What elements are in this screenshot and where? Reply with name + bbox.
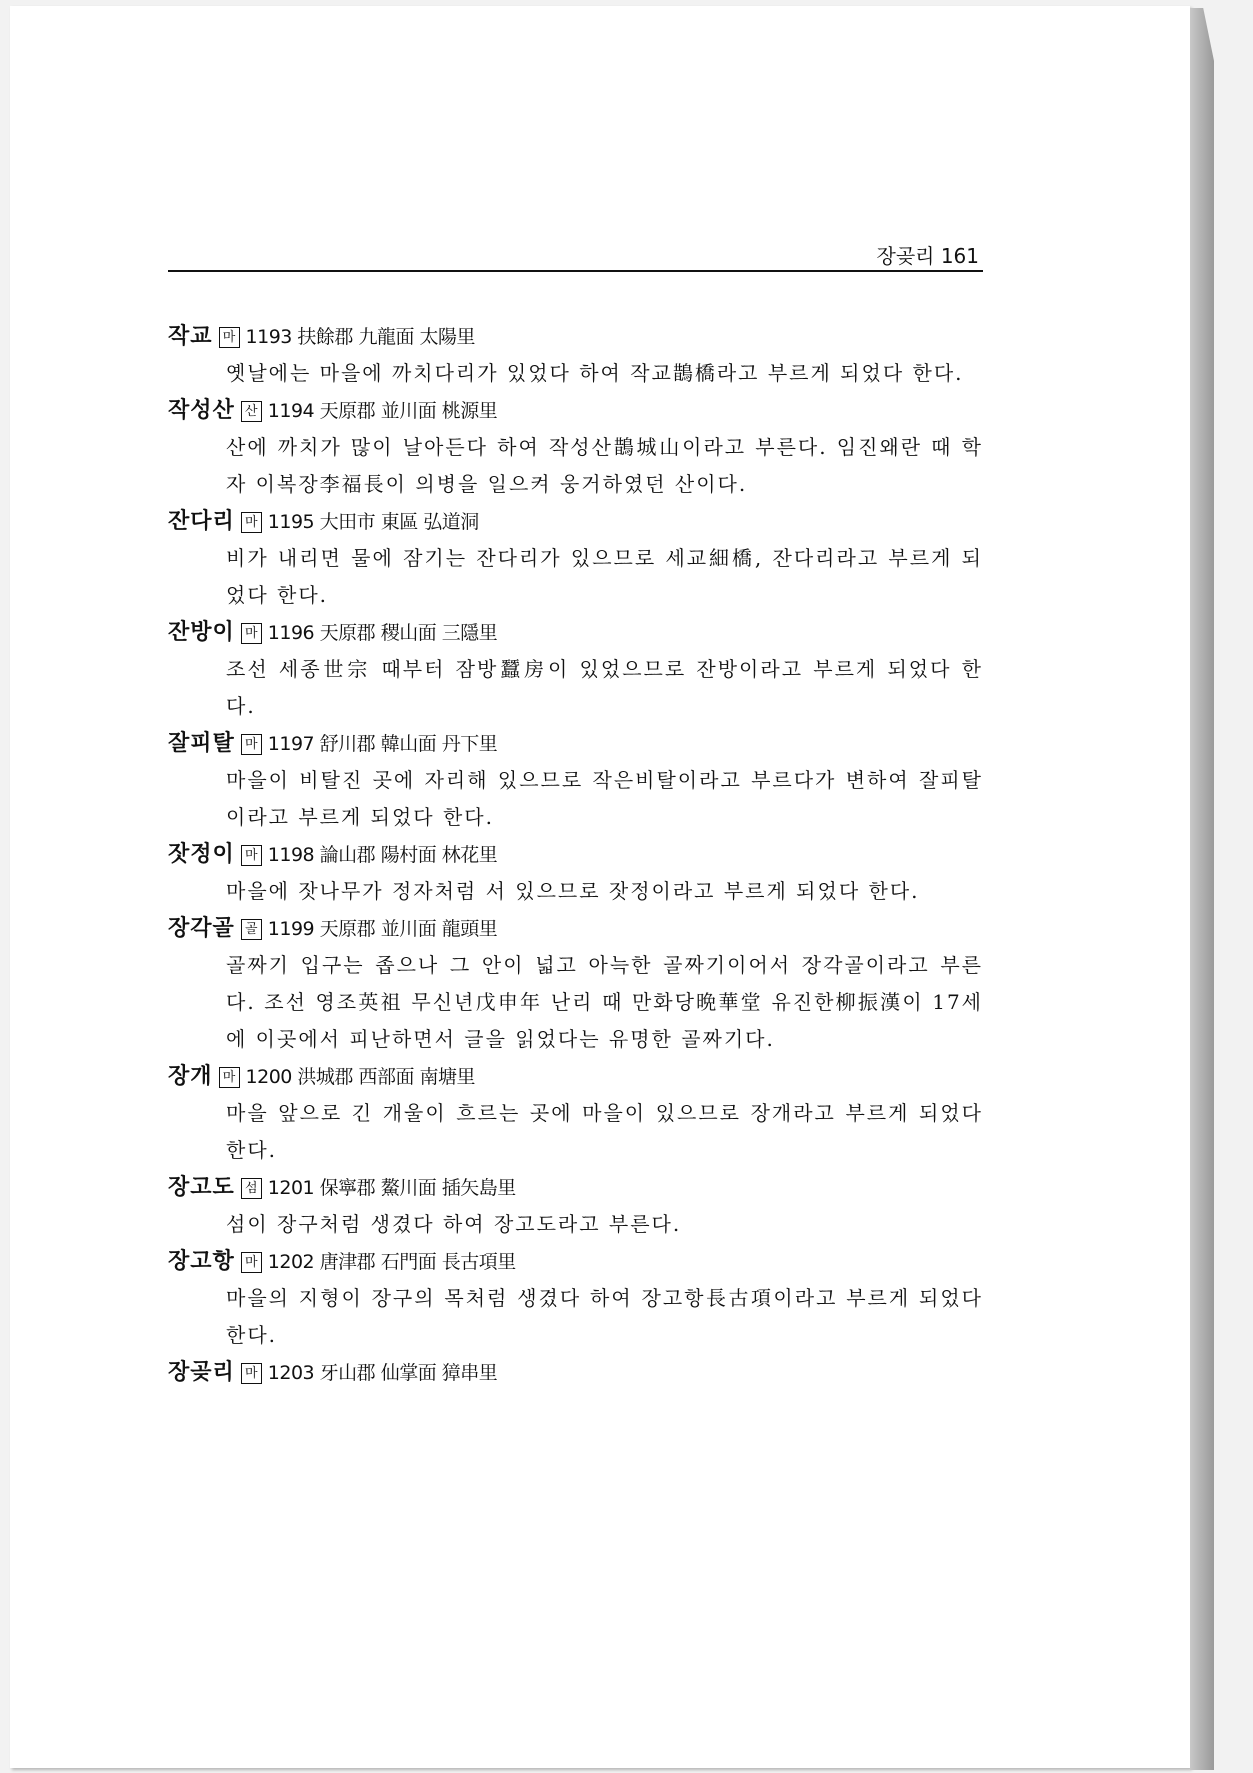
entry-headword: 장고도 xyxy=(168,1175,235,1200)
entry-headword: 장고항 xyxy=(168,1249,235,1274)
entry-headword: 장곶리 xyxy=(168,1360,235,1385)
entry xyxy=(168,910,983,1058)
entry-headword: 잔방이 xyxy=(168,620,235,645)
entry xyxy=(168,1058,983,1169)
entry-type-badge: 마 xyxy=(241,1363,262,1384)
entry-headword: 잣정이 xyxy=(168,842,235,867)
entry-head xyxy=(168,1354,983,1391)
entry-head xyxy=(168,1169,983,1206)
entry-reference: 1196 天原郡 稷山面 三隱里 xyxy=(267,622,498,644)
entry-type-badge: 마 xyxy=(241,1252,262,1273)
entry-description: 비가 내리면 물에 잠기는 잔다리가 있으므로 세교細橋, 잔다리라고 부르게 되었다 한다. xyxy=(226,546,983,607)
entry-reference: 1194 天原郡 並川面 桃源里 xyxy=(267,400,498,422)
entry-headword: 잔다리 xyxy=(168,509,235,534)
entry-type-badge: 섬 xyxy=(241,1178,262,1199)
entry-headword: 장개 xyxy=(168,1064,213,1089)
entry-description: 마을이 비탈진 곳에 자리해 있으므로 작은비탈이라고 부르다가 변하여 잘피탈이라고 부르게 되었다 한다. xyxy=(226,768,983,829)
entry xyxy=(168,1243,983,1354)
entry-type-badge: 산 xyxy=(241,401,262,422)
entry-headword: 작교 xyxy=(168,324,213,349)
entry-head xyxy=(168,1243,983,1280)
entry-reference: 1198 論山郡 陽村面 林花里 xyxy=(267,844,498,866)
entry xyxy=(168,836,983,910)
entry-headword: 잘피탈 xyxy=(168,731,235,756)
entry-headword: 작성산 xyxy=(168,398,235,423)
entry-description: 마을 앞으로 긴 개울이 흐르는 곳에 마을이 있으므로 장개라고 부르게 되었다 한다. xyxy=(226,1101,983,1162)
entry-description: 섬이 장구처럼 생겼다 하여 장고도라고 부른다. xyxy=(226,1212,682,1236)
entry-reference: 1199 天原郡 並川面 龍頭里 xyxy=(267,918,498,940)
entry-head xyxy=(168,910,983,947)
entry-headword: 장각골 xyxy=(168,916,235,941)
entry-head xyxy=(168,1058,983,1095)
entry-head xyxy=(168,836,983,873)
entry-reference: 1201 保寧郡 鰲川面 插矢島里 xyxy=(267,1177,516,1199)
entry-reference: 1197 舒川郡 韓山面 丹下里 xyxy=(267,733,498,755)
entry xyxy=(168,318,983,392)
entry-reference: 1193 扶餘郡 九龍面 太陽里 xyxy=(245,326,475,348)
entry-reference: 1202 唐津郡 石門面 長古項里 xyxy=(267,1251,516,1273)
entry-type-badge: 마 xyxy=(241,623,262,644)
entry-reference: 1195 大田市 東區 弘道洞 xyxy=(267,511,479,533)
entry-reference: 1203 牙山郡 仙掌面 獐串里 xyxy=(267,1362,498,1384)
entry xyxy=(168,725,983,836)
entry-description: 골짜기 입구는 좁으나 그 안이 넓고 아늑한 골짜기이어서 장각골이라고 부른다. 조선 영조英祖 무신년戊申年 난리 때 만화당晩華堂 유진한柳振漢이 17세에 이곳에서 피난하면서 글을 읽었다는 유명한 골짜기다. xyxy=(226,953,983,1051)
entry xyxy=(168,503,983,614)
entry-head xyxy=(168,318,983,355)
entry xyxy=(168,1354,983,1391)
entry-description: 조선 세종世宗 때부터 잠방蠶房이 있었으므로 잔방이라고 부르게 되었다 한다. xyxy=(226,657,983,718)
entry xyxy=(168,392,983,503)
running-head: 장곶리 161 xyxy=(876,244,979,268)
entry-type-badge: 마 xyxy=(241,734,262,755)
entry-type-badge: 마 xyxy=(219,327,240,348)
entry-description: 마을의 지형이 장구의 목처럼 생겼다 하여 장고항長古項이라고 부르게 되었다 한다. xyxy=(226,1286,983,1347)
entry-description: 마을에 잣나무가 정자처럼 서 있으므로 잣정이라고 부르게 되었다 한다. xyxy=(226,879,920,903)
entry-type-badge: 골 xyxy=(241,919,262,940)
page-edge xyxy=(1190,8,1214,1770)
entry-head xyxy=(168,614,983,651)
entry-reference: 1200 洪城郡 西部面 南塘里 xyxy=(245,1066,475,1088)
entry xyxy=(168,1169,983,1243)
entry-type-badge: 마 xyxy=(241,512,262,533)
entry-type-badge: 마 xyxy=(241,845,262,866)
entry-head xyxy=(168,503,983,540)
entry xyxy=(168,614,983,725)
entry-list xyxy=(168,318,983,1391)
entry-type-badge: 마 xyxy=(219,1067,240,1088)
entry-head xyxy=(168,725,983,762)
page-header xyxy=(168,232,983,272)
entry-description: 산에 까치가 많이 날아든다 하여 작성산鵲城山이라고 부른다. 임진왜란 때 학자 이복장李福長이 의병을 일으켜 웅거하였던 산이다. xyxy=(226,435,983,496)
entry-description: 옛날에는 마을에 까치다리가 있었다 하여 작교鵲橋라고 부르게 되었다 한다. xyxy=(226,361,964,385)
entry-head xyxy=(168,392,983,429)
